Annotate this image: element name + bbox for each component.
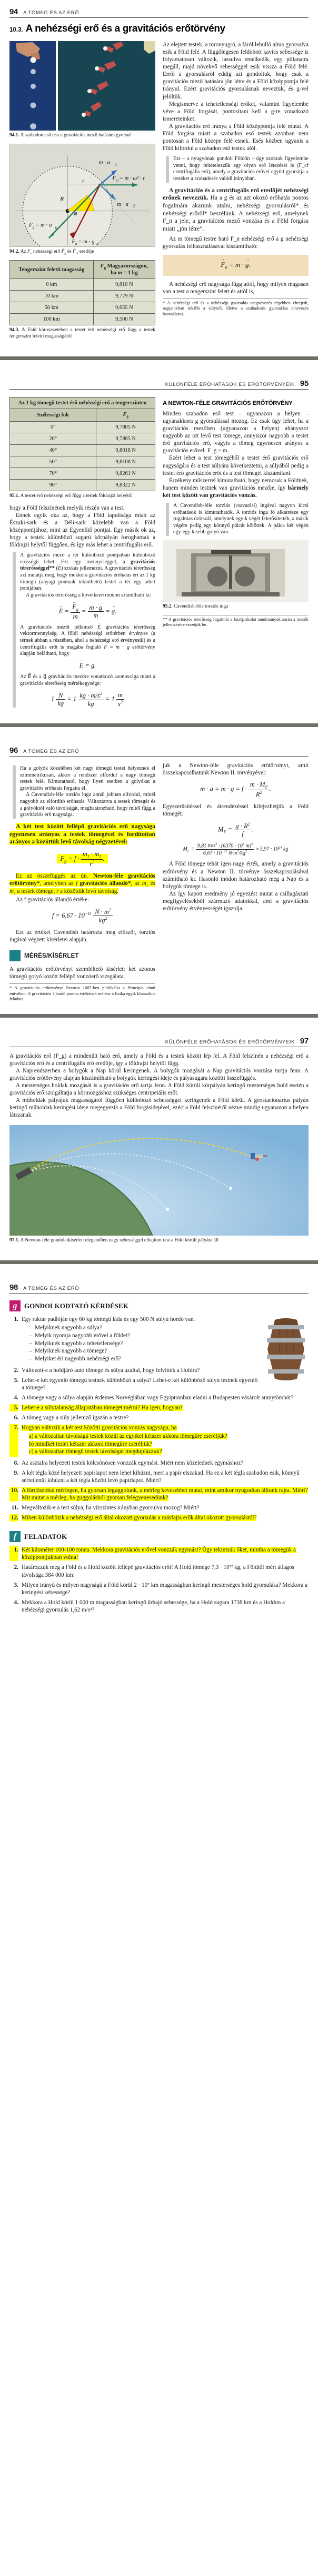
- table-94-3: [9, 260, 155, 325]
- question-body: A fürdőszobai mérlegen, ha gyorsan leguggolunk, a mérleg kevesebbet mutat, mint amikor nyugodtan álltunk rajta. Miért? Mit mutat a mérleg, ha guggolásból gyorsan felegyenesedünk?: [22, 1487, 308, 1501]
- question-body: Egy raktár padlóján egy 60 kg tömegű láda és egy 500 N súlyú hordó van.: [22, 1316, 195, 1323]
- table-row: [10, 291, 155, 302]
- page-95: [0, 372, 318, 712]
- table-row: [10, 422, 155, 433]
- cell: 9,7865 N: [96, 433, 155, 445]
- figure-94-1-caption-number: 94.1.: [9, 133, 19, 138]
- paragraph: A műholdak pályájuk magasságától függően különböző sebességgel keringenek a Föld körül. A geostacionárius pályán keringő műholdak keringési ideje megegyezik a Föld forgásidejével, ezért a Föld felszínéről nézve mindig ugyanazon a helyen látszanak.: [9, 1097, 309, 1119]
- table-row: [10, 314, 155, 325]
- question-text: A tömeg vagy a súly jellemző igazán a testre?: [22, 1415, 129, 1421]
- cell: 9,779 N: [93, 291, 155, 302]
- key-statement-rest: Ha a g és az azt okozó erőhatás pontos fogalmára akarunk utalni, nehézségi gyorsulásról* és nehézségi erőről* beszélünk. A nehézségi erő, amelynek F_n a jele, a gravitációs mező vonzása és a Föld forgása miatt „jön létre”.: [163, 194, 309, 233]
- problem-number: 3.: [14, 1582, 18, 1588]
- paragraph: Az m tömegű testre ható F_n nehézségi erő a g nehézségi gyorsulás felhasználásával kiszámítható:: [163, 235, 309, 250]
- paragraph: Az így kapott eredmény jó egyezést mutat a csillagászati megfigyelésekből származó adatokkal, ami a gravitációs erőtörvény érvényességét igazolja.: [163, 890, 309, 912]
- figure-95-2-photo: [163, 540, 309, 602]
- table-row: [10, 480, 155, 491]
- paragraph-bold: bármely két test között van gravitációs vonzás.: [163, 484, 309, 499]
- question-text: [22, 1514, 309, 1521]
- question-number: 2.: [14, 1367, 18, 1374]
- figure-94-1-caption: [9, 133, 155, 139]
- list-item: a) a változatlan távolságú testek közül az egyiket kétszer akkora tömegűre cseréljük?: [29, 1433, 227, 1440]
- svg-text:cf: cf: [116, 178, 119, 183]
- list-item: – Melyiknek nagyobb a tehetetlensége?: [29, 1340, 258, 1348]
- problems-badge-icon: f: [9, 1531, 21, 1542]
- svg-text:r: r: [82, 177, 85, 184]
- cell: 100 km: [10, 314, 94, 325]
- measurement-feature-header: [9, 950, 155, 961]
- measurement-title: MÉRÉS/KÍSÉRLET: [24, 952, 79, 959]
- figure-95-2-caption-text: Cavendish-féle torziós inga: [174, 603, 228, 609]
- cell: 40°: [10, 445, 96, 456]
- problem-number: 4.: [14, 1599, 18, 1606]
- note-text: A Cavendish-féle torziós (csavarási) ingával nagyon kicsi erőhatások is kimutathatók. A torziós inga fő alkatrésze egy rugalmas drótszál, amelynek egyik végét felerősítették, a másik végére pedig egy könnyű pálcát kötöttek. A pálca két végén egy-egy kisebb golyó van.: [173, 502, 309, 535]
- formula-E-equals-g: E → = g →.: [20, 662, 155, 670]
- paragraph: Az elejtett testek, a toronyugró, a fáról lehulló alma gyorsulva esik a Föld felé. A függőlegesen feldobott kavics sebessége is folyamatosan változik, lassulva emelkedik, egy pillanatra megáll, majd növekvő sebességgel esik vissza a Föld felé. Erről a gyorsulásról eddig azt gondoltuk, hogy csak a gravitációs mező hatására jön létre és a Föld középpontja felé irányul. Ezért gravitációs gyorsulásnak neveztük, és g-vel jelöltük.: [163, 42, 309, 100]
- question-text: Az asztalra helyezett testek kölcsönösen vonzzák egymást. Miért nem közelednek egymáshoz?: [22, 1459, 244, 1466]
- page96-left-column: [9, 762, 155, 1002]
- page-number: 95: [300, 379, 309, 388]
- problem-number: 2.: [14, 1564, 18, 1571]
- running-title: KÜLÖNFÉLE ERŐHATÁSOK ÉS ERŐTÖRVÉNYEIK: [165, 1039, 295, 1045]
- cell: 20°: [10, 433, 96, 445]
- question-number: 1.: [14, 1316, 18, 1323]
- header-rule: [9, 389, 309, 390]
- formula-earth-mass: $M_F$ = $\frac{g \cdot R^2}{f}$ .: [218, 821, 253, 838]
- question-number: 5.: [9, 1404, 18, 1411]
- problems-title: FELADATOK: [24, 1532, 67, 1540]
- table-95-1-header-0: Szélességi fok: [10, 409, 96, 421]
- figure-94-1-caption-text: A szabadon eső test a gravitációs mező hatására gyorsul: [20, 133, 131, 138]
- problem-text: Határozzuk meg a Föld és a Hold között fellépő gravitációs erőt! A Hold tömege 7,3 · 10²² kg, a Földtől mért átlagos távolsága 384 000 km!: [22, 1564, 294, 1578]
- note-text: Az E⃗ és a g⃗ gravitációs mezőre vonatkozó azonossága miatt a gravitációs térerősség mértékegysége:: [20, 673, 155, 687]
- section-title: A nehézségi erő és a gravitációs erőtörvény: [25, 23, 225, 34]
- page-97: [0, 1029, 318, 1244]
- page-98: [0, 1276, 318, 1627]
- table-95-1-title: Az 1 kg tömegű testet érő nehézségi erő a tengerszinten: [9, 397, 155, 409]
- cell: 0 km: [10, 279, 94, 291]
- question-body: Miben különbözik a nehézségi erő által okozott gyorsulás a másfajta erők által okozott gyorsulástól?: [22, 1515, 257, 1521]
- paragraph: A gravitációs erőtörvényt szemléltető kísérlet: két azonos tömegű golyó között fellépő vonzóerő vizsgálata.: [9, 966, 155, 980]
- question-body: Hogyan változik a két test közötti gravitációs vonzás nagysága, ha: [22, 1425, 177, 1431]
- page-gap: [0, 360, 318, 372]
- cell: 0°: [10, 422, 96, 433]
- page-separator-bar: [0, 1014, 318, 1018]
- paragraph: A gravitációs erő iránya a Föld középpontja felé mutat. A Föld forgása miatt a szabadon eső testek azonban nem pontosan a Föld közepe felé esnek. Esés közben ugyanis a Föld kifordul a szabadon eső testek alól.: [163, 123, 309, 152]
- svg-text:= m · ω² · r: = m · ω² · r: [119, 175, 145, 182]
- problem-text: Mekkora a Hold körül 1 000 m magasságban keringő űrhajó sebessége, ha a Hold sugara 1738 km és a Holdon a nehézségi gyorsulás 1,62 m/s²?: [22, 1599, 285, 1613]
- table-94-3-header-0: Tengerszint feletti magasság: [10, 261, 94, 279]
- running-head-right: [9, 372, 309, 388]
- highlighted-law: [9, 823, 155, 846]
- problem-body: Két kilométer 100-100 tonna. Mekkora gravitációs erővel vonzzák egymást? Úgy tekintsük őket, mintha a tömegük a középpontjukban volna!: [22, 1547, 296, 1561]
- side-note: [13, 765, 155, 819]
- page95-left-column: [9, 395, 155, 712]
- highlighted-law-text: A két test között fellépő gravitációs erő nagysága egyenesen arányos a testek tömegével és fordítottan arányos a közöttük levő távolság négyzetével:: [9, 822, 155, 846]
- paragraph: [163, 477, 309, 499]
- cell: 10 km: [10, 291, 94, 302]
- paragraph: A Naprendszerben a bolygók a Nap körül keringenek. A bolygók mozgását a Nap gravitációs vonzása tartja fenn. A gravitációs erőtörvény alapján kiszámítható a bolygók keringési ideje és pályasugara közötti összefüggés.: [9, 1067, 309, 1081]
- table-row: [10, 456, 155, 468]
- table-94-3-caption-number: 94.3.: [9, 327, 19, 333]
- list-item: [9, 1394, 309, 1401]
- table-row-header: [10, 409, 155, 421]
- svg-text:g: g: [32, 225, 35, 230]
- page-number: 97: [300, 1036, 309, 1046]
- running-title: A TÖMEG ÉS AZ ERŐ: [23, 10, 80, 16]
- question-number: 12.: [9, 1514, 18, 1521]
- key-statement-bold: A gravitációs és a centrifugális erő eredőjét nehézségi erőnek nevezzük.: [163, 186, 309, 202]
- running-head-left: [9, 0, 309, 16]
- side-note: [166, 156, 309, 182]
- question-number: 9.: [14, 1469, 18, 1476]
- page-gap: [0, 1002, 318, 1014]
- figure-97-1-caption-text: A Newton-féle gondolatkísérlet: elegendően nagy sebességgel elhajított test a Föld körüli pályára áll: [20, 1238, 219, 1244]
- svg-text:F: F: [72, 238, 75, 245]
- page-gap: [0, 1264, 318, 1276]
- list-item: [9, 1469, 309, 1484]
- figure-97-1-illustration: [9, 1125, 309, 1236]
- key-statement: [163, 187, 309, 233]
- cell: 50°: [10, 456, 96, 468]
- table-94-3-caption: [9, 327, 155, 340]
- question-text: Változott-e a holdjáró autó tömege és súlya azáltal, hogy felvitték a Holdra?: [22, 1367, 200, 1374]
- cell: 70°: [10, 468, 96, 480]
- list-item: [9, 1316, 258, 1364]
- running-head-left: [9, 1276, 309, 1292]
- cell: 9,8108 N: [96, 456, 155, 468]
- list-item: [9, 1424, 309, 1456]
- side-note: [166, 503, 309, 536]
- cell: 9,810 N: [93, 279, 155, 291]
- svg-text:n: n: [75, 242, 77, 246]
- question-text: A két tégla közé helyezett papírlapot nem lehet kihúzni, mert a papír elszakad. Ha ez a két tégla szabadon esik, könnyű sértetlenül kihúzni a két tégla között levő papírlapot. Miért?: [22, 1469, 300, 1484]
- svg-text:m · a: m · a: [98, 159, 111, 166]
- running-head-left: [9, 739, 309, 755]
- question-number: 10.: [9, 1487, 18, 1501]
- paragraph: Az f gravitációs állandó értéke:: [16, 896, 90, 903]
- list-item: – Melyiket éri nagyobb nehézségi erő?: [29, 1355, 258, 1363]
- problem-number: 1.: [9, 1546, 18, 1561]
- question-text: [22, 1404, 309, 1411]
- paragraph: juk a Newton-féle gravitációs erőtörvényt, amit összekapcsolhatunk Newton II. törvényével:: [163, 762, 309, 777]
- formula-f-value: $f = 6,67 \cdot 10^{-11}$ $\frac{N \cdot m^2}{kg^2}$: [9, 908, 155, 924]
- problem-text: Milyen irányú és milyen nagyságú a Föld körül 2 · 10⁷ km magasságban keringő mesterséges hold gyorsulása? Mekkora a keringési sebessége?: [22, 1582, 308, 1596]
- list-item: [9, 1459, 309, 1467]
- figure-97-1-caption: [9, 1238, 309, 1244]
- list-item: [9, 1582, 309, 1596]
- table-row: [10, 279, 155, 291]
- questions-badge-icon: g: [9, 1300, 21, 1311]
- svg-text:R: R: [60, 195, 64, 202]
- cell: 90°: [10, 480, 96, 491]
- page-gap: [0, 727, 318, 739]
- table-row-header: [10, 261, 155, 279]
- svg-text:= m · g: = m · g: [78, 238, 95, 245]
- paragraph: Megismerve a tehetetlenségi erőket, valamint figyelembe véve a Föld forgását, pontosítani kell a g-re vonatkozó ismereteinket.: [163, 101, 309, 122]
- side-note: [13, 552, 155, 708]
- paragraph: Ez az összefüggés az ún. Newton-féle gravitációs erőtörvény*, amelyben az f gravitációs állandó*, az $m_1$ és $m_2$ a testek tömege, r a közöttük levő távolság.: [9, 872, 155, 896]
- list-item: – Melyiknek nagyobb a tömege?: [29, 1347, 258, 1355]
- formula-fn: $F \to_n = m \cdot g$ →.: [163, 255, 309, 276]
- paragraph: A nehézségi erő nagysága függ attól, hogy milyen magasan van a test a tengerszint felett és attól is,: [163, 281, 309, 295]
- header-rule: [9, 1293, 309, 1294]
- paragraph-lead: Érzékeny műszerrel kimutatható, hogy nemcsak a Földnek, hanem minden testnek van gravitációs mezője, így: [163, 477, 309, 491]
- svg-text:F: F: [112, 175, 116, 182]
- question-number: 6.: [14, 1415, 18, 1421]
- paragraph: hogy a Föld felszínének melyik részén van a test.: [9, 504, 125, 511]
- question-number: 3.: [14, 1377, 18, 1384]
- paragraph: A gravitációs erő (F_g) a mindenütt ható erő, amely a Föld és a testek között lép fel. A Föld felszínén a nehézségi erő a gravitációs erő és a centrifugális erő eredője, így a földrajzi helytől függ.: [9, 1052, 309, 1067]
- question-text: Lehet-e két egyenlő tömegű testnek különböző a súlya? Lehet-e két különböző súlyú testnek egyenlő a tömege?: [22, 1377, 258, 1391]
- question-number: 7.: [9, 1424, 18, 1456]
- list-item: [9, 1487, 309, 1501]
- question-sub-list: [22, 1324, 258, 1363]
- list-item: – Melyik nyomja nagyobb erővel a földet?: [29, 1332, 258, 1340]
- figure-95-2-caption-number: 95.2.: [163, 603, 173, 609]
- table-95-1-caption: [9, 493, 155, 500]
- page-94: [0, 0, 318, 345]
- page-gap: [0, 345, 318, 356]
- page-separator-bar: [0, 1260, 318, 1264]
- page-number: 96: [9, 746, 18, 755]
- formula-newton-II: m · a = m · g = f · $\frac{m \cdot M_F}{R^2}$ .: [200, 781, 271, 799]
- question-text: Megváltozik-e a test súlya, ha vízszintes irányban gyorsulva mozog? Miért?: [22, 1505, 200, 1511]
- running-title: A TÖMEG ÉS AZ ERŐ: [23, 749, 80, 755]
- table-row: [10, 302, 155, 314]
- paragraph: Minden szabadon eső test – ugyanazon a helyen – ugyanakkora g gyorsulással mozog. Ez csak úgy lehet, ha a gravitációs mezőben (ugyanazon a helyen) ahányszor nagyobb az ott levő test tömege, annyiszor nagyobb a testet érő gravitációs erő, vagyis a tömeg egyenesen arányos a gravitációs erővel: F_g ~ m.: [163, 410, 309, 454]
- table-95-1-header-1: $F_g$: [96, 409, 155, 421]
- figure-94-2-caption: 94.2. Az $F_n$ nehézségi erő $F \to_g$ és $F \to_{cf}$ eredője: [9, 249, 155, 256]
- figure-97-1-caption-number: 97.1.: [9, 1238, 19, 1244]
- figure-94-2-caption-number: 94.2.: [9, 248, 19, 254]
- running-title: A TÖMEG ÉS AZ ERŐ: [23, 1286, 80, 1292]
- list-item: [9, 1546, 309, 1561]
- table-row: [10, 445, 155, 456]
- svg-text:1: 1: [115, 163, 117, 167]
- section-heading: [9, 23, 309, 35]
- figure-94-1-photo: [9, 41, 155, 131]
- cell: 9,8018 N: [96, 445, 155, 456]
- footnote: ** A gravitációs térerősség fogalmát a középiskolai tanulmányok során a mezők jellemzésére vezetjük be.: [163, 615, 309, 628]
- question-number: 11.: [11, 1505, 18, 1511]
- formula-earth-mass-value: $M_F$ = $\frac{9,81 m/s^2 \cdot (6370 \cdot 10^3 m)^2}{6,67 \cdot 10^{-11} N\cdot m^2/kg^2}$ ≈ $5,97 \cdot 10^{24}$ kg: [183, 842, 289, 856]
- table-95-1-caption-text: A testet érő nehézségi erő függ a testek földrajzi helyétől: [20, 493, 133, 499]
- list-item: [9, 1514, 309, 1521]
- page-number: 94: [9, 7, 18, 16]
- table-row: [10, 433, 155, 445]
- svg-text:F: F: [29, 222, 33, 228]
- note-text: A gravitációs mezőt jellemző E → gravitációs térerősség vektormennyiség. A földi nehézségi erőtérben érvényes (a térnek abban a részében, ahol a nehézségi erő érvényesül) és a centrifugális erőt is magába foglaló F → = m · g → erőtörvény alapján belátható, hogy: [20, 624, 155, 658]
- questions-title: GONDOLKODTATÓ KÉRDÉSEK: [24, 1301, 128, 1310]
- footnote: * A gravitációs erőtörvényt Newton 1687-ben publikálta a Principia című művében. A gravitációs állandó pontos értékének mérése a fizika egyik klasszikus feladata.: [9, 983, 155, 1002]
- list-item: – Melyiknek nagyobb a súlya?: [29, 1324, 258, 1332]
- note-text: Ezt – a nyugvónak gondolt Földön – úgy szoktuk figyelembe venni, hogy feltételezzük egy olyan erő létezését is (F_cf centrifugális erő), amely a gravitációs erővel együtt gyorsítja a testeket a szabadesés valódi irányában.: [173, 156, 309, 182]
- svg-text:2: 2: [133, 204, 135, 208]
- list-item: c) a változatlan tömegű testek távolságát megduplázzuk?: [29, 1448, 162, 1455]
- question-sub-list: [22, 1433, 309, 1455]
- paragraph: A mesterséges holdak mozgását is a gravitációs erő tartja fenn. A Föld körüli körpályán keringő mesterséges hold esetén a gravitációs erő szolgáltatja a körmozgáshoz szükséges centripetális erőt.: [9, 1082, 309, 1097]
- formula-newton-gravitation: $F_g = f$ · $\frac{m_1 \cdot m_2}{r^2}$ .: [9, 850, 155, 868]
- list-item: b) mindkét testet kétszer akkora tömegűre cseréljük?: [29, 1440, 153, 1447]
- svg-text:e: e: [96, 242, 98, 246]
- cell: 9,8261 N: [96, 468, 155, 480]
- paragraph: Ezt az értéket Cavendish határozta meg először, torziós ingával végzett kísérletei alapján.: [9, 929, 155, 943]
- figure-94-2-diagram: [9, 144, 155, 247]
- table-94-3-header-1: $F_g$ Magyarországon, ha m = 1 kg: [93, 261, 155, 279]
- question-text: [22, 1424, 309, 1456]
- list-item: [9, 1404, 309, 1411]
- cell: 9,8322 N: [96, 480, 155, 491]
- section-number: 10.3.: [9, 27, 23, 33]
- page-gap: [0, 1018, 318, 1029]
- problems-feature-header: [9, 1531, 309, 1542]
- svg-text:φ: φ: [74, 209, 77, 217]
- svg-text:m · a: m · a: [117, 201, 128, 207]
- note-text: A gravitációs térerősség a következő módon számítható ki:: [26, 592, 151, 598]
- question-number: 4.: [14, 1395, 18, 1401]
- barrel-photo: [263, 1318, 309, 1381]
- note-text: Ha a golyók közelében két nagy tömegű testet helyeznek el szimmetrikusan, akkor a rendszer elfordul a nagy tömegű testek felé. Kimutatható, hogy ilyen esetben a golyókat a gravitációs erőhatás forgatta el.: [20, 765, 155, 791]
- footnote: * A nehézségi erő és a nehézségi gyorsulás megnevezés régebben elterjedt, napjainkban inkább a súlyerő, illetve a szabadesés gyorsulása elnevezés használatos.: [163, 299, 309, 317]
- cell: 9,500 N: [93, 314, 155, 325]
- list-item: [9, 1599, 309, 1614]
- list-item: [9, 1367, 258, 1374]
- table-94-3-caption-text: A Föld környezetében a testet érő nehézségi erő függ a testek tengerszint feletti magasságától: [9, 327, 155, 340]
- list-item: [9, 1504, 309, 1511]
- note-text: A gravitációs mező a tér különböző pontjaiban különböző erősségű lehet. Ezt egy mennyiséggel, a gravitációs térerősséggel** (E →) szokás jellemezni. A gravitációs térerősség azt mutatja meg, hogy mekkora gravitációs erőhatás éri az 1 kg tömegű (anyagi pontnak tekinthető) testet a tér egy adott pontjában.: [20, 552, 155, 592]
- list-item: [9, 1564, 309, 1578]
- page94-left-column: [9, 41, 155, 345]
- question-body: Lehet-e a súlytalanság állapotában tömeget mérni? Ha igen, hogyan?: [22, 1405, 183, 1411]
- table-95-1: [9, 397, 155, 491]
- page-gap: [0, 712, 318, 723]
- page-96: [0, 739, 318, 1002]
- page-gap: [0, 1249, 318, 1260]
- problem-text: [22, 1546, 309, 1561]
- table-row: [10, 468, 155, 480]
- cell: 50 km: [10, 302, 94, 314]
- svg-text:= m · a: = m · a: [35, 222, 52, 228]
- paragraph: Ezért lehet a test tömegéből a testet érő gravitációs erő nagyságára és a test súlyára következtetni, a súlyából pedig a testet érő gravitációs erőt és a test tömegét kiszámítani.: [163, 455, 309, 476]
- list-item: [9, 1377, 258, 1391]
- measurement-badge-icon: [9, 950, 21, 961]
- page96-right-column: [163, 762, 309, 912]
- paragraph: Egyszerűsítéssel és átrendezéssel kifejezhetjük a Föld tömegét:: [163, 803, 309, 817]
- list-item: [9, 1414, 309, 1421]
- question-number: 8.: [14, 1459, 18, 1466]
- formula-unit: 1 $\frac{N}{kg}$ = 1 $\frac{kg \cdot m/s^2}{kg}$ = 1 $\frac{m}{s^2}$: [20, 691, 155, 708]
- running-title: KÜLÖNFÉLE ERŐHATÁSOK ÉS ERŐTÖRVÉNYEIK: [165, 381, 295, 387]
- header-rule: [9, 17, 309, 18]
- cell: 9,7805 N: [96, 422, 155, 433]
- running-head-right: [9, 1029, 309, 1046]
- page-number: 98: [9, 1283, 18, 1292]
- formula-E: E → = $\frac{F \to_g}{m}$ = $\frac{m \cdot g \to}{m}$ = g →.: [20, 603, 155, 620]
- cell: 9,655 N: [93, 302, 155, 314]
- paragraph: A Föld tömege tehát igen nagy érték, amely a gravitációs erőtörvény és a Newton II. törvénye összekapcsolásával számítható ki. Hasonló módon határozható meg a Nap és a bolygók tömege is.: [163, 861, 309, 890]
- svg-text:g: g: [55, 225, 57, 230]
- question-text: [22, 1487, 309, 1501]
- page94-right-column: [163, 41, 309, 317]
- question-text: [22, 1316, 258, 1364]
- subsection-heading: A NEWTON-FÉLE GRAVITÁCIÓS ERŐTÖRVÉNY: [163, 400, 293, 406]
- paragraph: Ennek egyik oka az, hogy a Föld lapultsága miatt az Északi-sark és a Déli-sark közelebb van a Föld középpontjához, mint az Egyenlítő pontjai. Egy másik ok az, hogy a testek különböző sugarú körpályán foroghatnak a földrajzi helytől függően, és így más lehet a centrifugális erő.: [9, 512, 155, 549]
- question-text: A tömege vagy a súlya alapján érdemes Norvégiában vagy Egyiptomban eladni a Budapesten vásárolt aranytömböt?: [22, 1395, 294, 1401]
- note-text: A Cavendish-féle torziós inga annál jobban elfordul, minél nagyobb az elfordító erőhatás. Változtatva a testek tömegét és a golyóktól való távolságát, meghatározható, hogy mitől függ a gravitációs erő nagysága.: [20, 792, 155, 818]
- problems-list: [9, 1546, 309, 1614]
- table-95-1-caption-number: 95.1.: [9, 493, 19, 499]
- page-separator-bar: [0, 723, 318, 727]
- questions-feature-header: [9, 1300, 309, 1311]
- page-separator-bar: [0, 356, 318, 360]
- header-rule: [9, 756, 309, 757]
- figure-95-2-caption: [163, 604, 309, 610]
- page95-right-column: [163, 395, 309, 628]
